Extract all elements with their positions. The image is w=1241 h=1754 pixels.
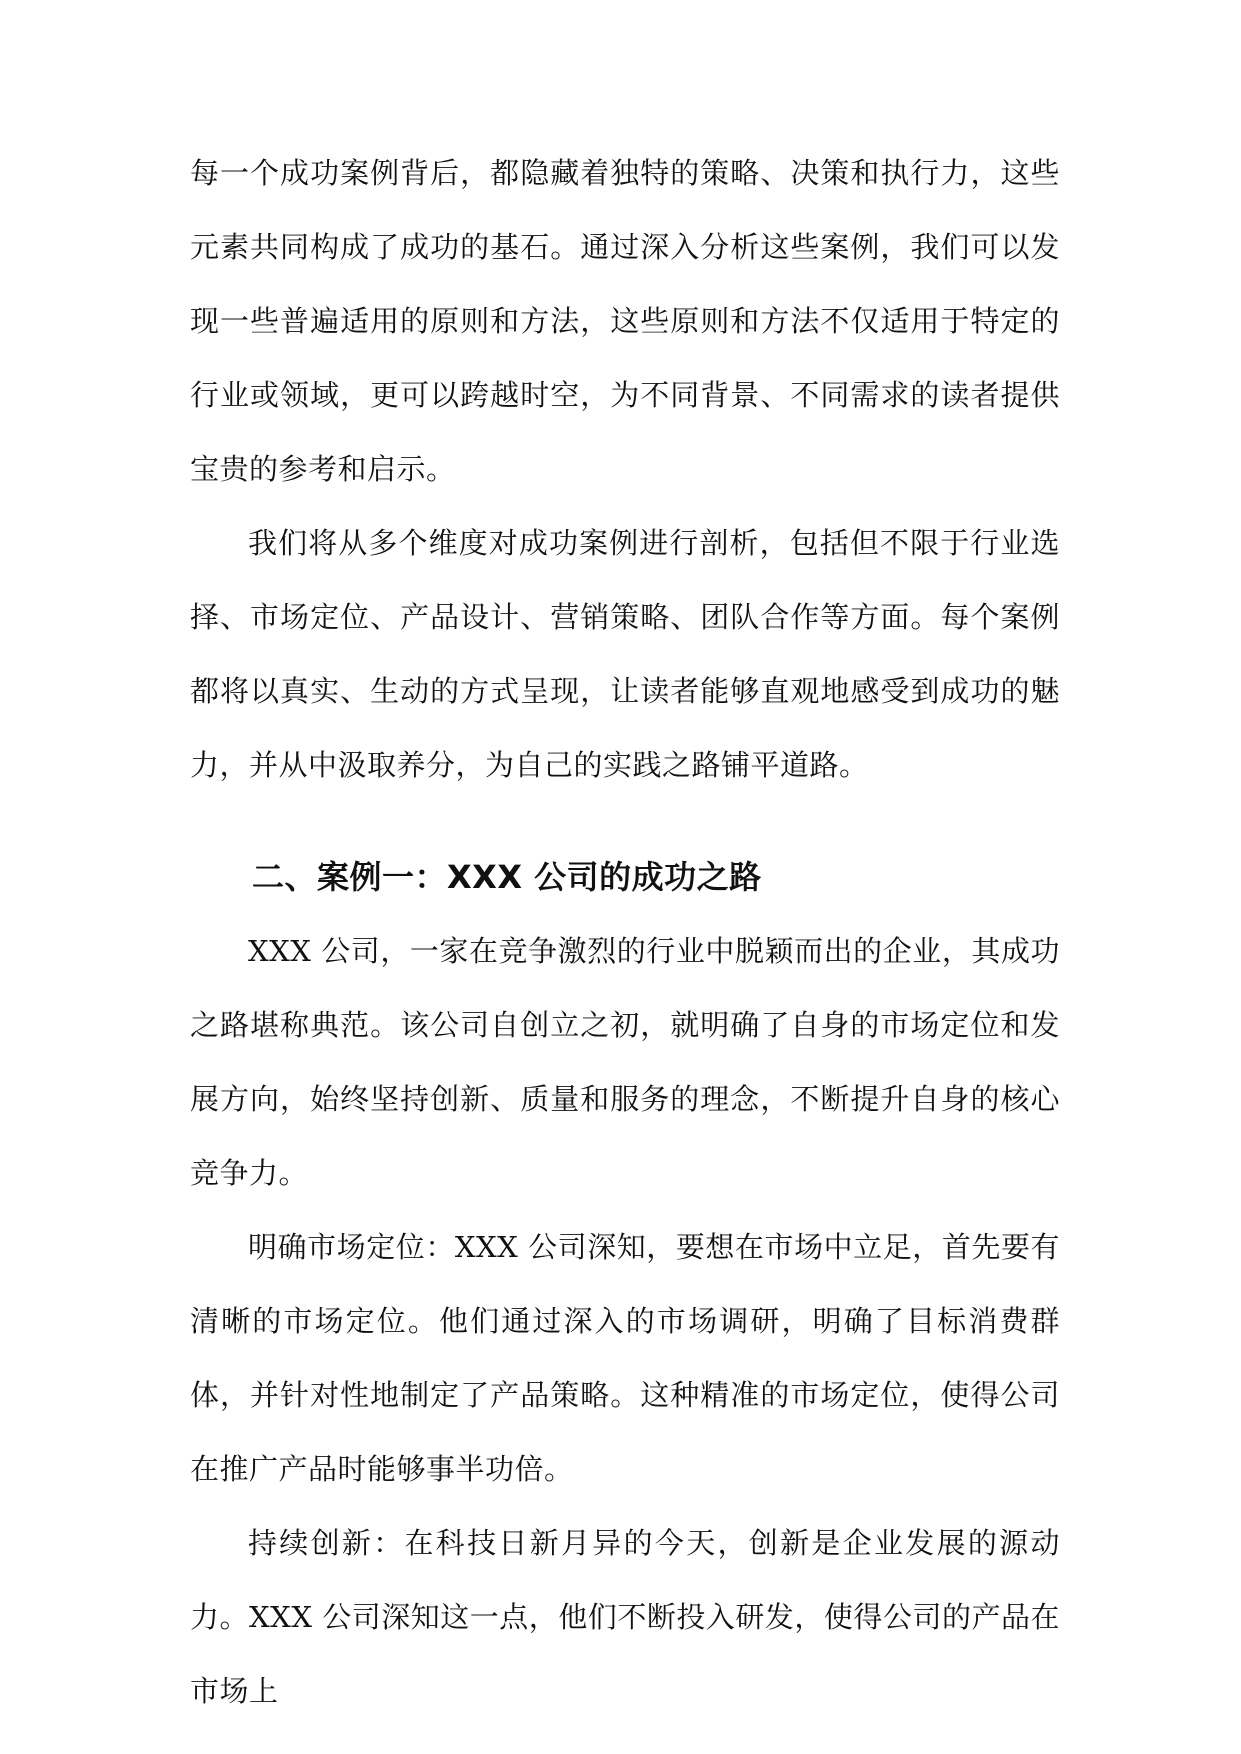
paragraph-intro-2: 我们将从多个维度对成功案例进行剖析，包括但不限于行业选择、市场定位、产品设计、营销策略、团队合作等方面。每个案例都将以真实、生动的方式呈现，让读者能够直观地感受到成功的魅力，并从中汲取养分，为自己的实践之路铺平道路。 <box>190 526 1060 782</box>
section-heading: 二、案例一：XXX 公司的成功之路 <box>252 858 762 896</box>
document-body <box>190 136 1060 1728</box>
paragraph-intro-1: 每一个成功案例背后，都隐藏着独特的策略、决策和执行力，这些元素共同构成了成功的基石。通过深入分析这些案例，我们可以发现一些普遍适用的原则和方法，这些原则和方法不仅适用于特定的行业或领域，更可以跨越时空，为不同背景、不同需求的读者提供宝贵的参考和启示。 <box>190 156 1060 486</box>
paragraph-case-intro: XXX 公司，一家在竞争激烈的行业中脱颖而出的企业，其成功之路堪称典范。该公司自创立之初，就明确了自身的市场定位和发展方向，始终坚持创新、质量和服务的理念，不断提升自身的核心竞争力。 <box>190 934 1060 1190</box>
paragraph-market-positioning: 明确市场定位：XXX 公司深知，要想在市场中立足，首先要有清晰的市场定位。他们通过深入的市场调研，明确了目标消费群体，并针对性地制定了产品策略。这种精准的市场定位，使得公司在推广产品时能够事半功倍。 <box>190 1230 1060 1486</box>
paragraph-innovation: 持续创新：在科技日新月异的今天，创新是企业发展的源动力。XXX 公司深知这一点，他们不断投入研发，使得公司的产品在市场上 <box>190 1526 1060 1708</box>
